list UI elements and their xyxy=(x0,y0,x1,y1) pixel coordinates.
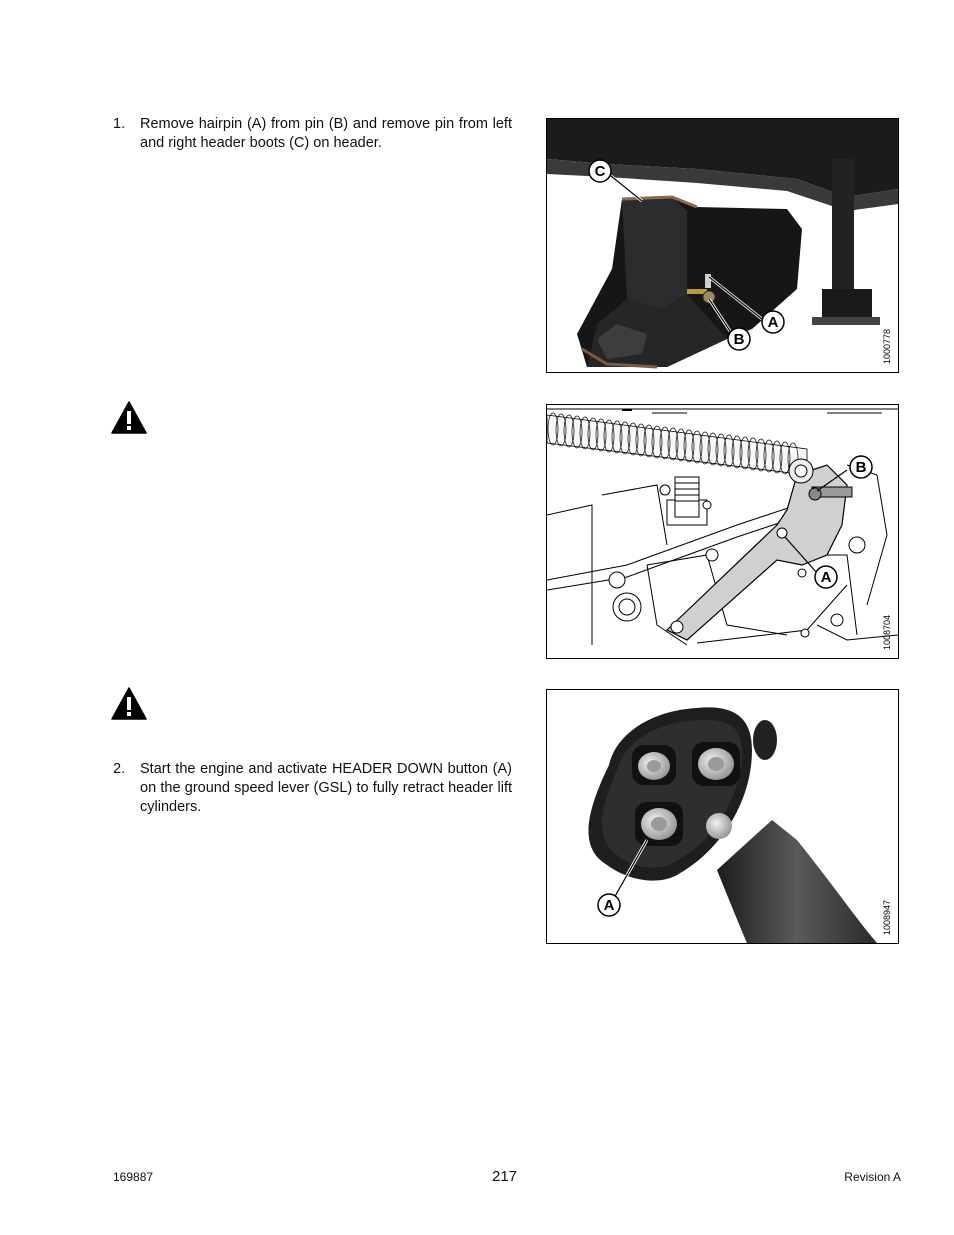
callout-a xyxy=(762,311,784,333)
warning-triangle-icon xyxy=(111,687,147,720)
step-1-text: Remove hairpin (A) from pin (B) and remove pin from left and right header boots (C) on header. xyxy=(140,116,512,151)
callout-b xyxy=(728,328,750,350)
figure-1-number: 1000778 xyxy=(882,328,892,364)
svg-text:A: A xyxy=(820,569,832,586)
step-2 xyxy=(113,760,512,817)
figure-2-number: 1008704 xyxy=(882,614,892,650)
svg-text:A: A xyxy=(767,314,779,331)
svg-text:A: A xyxy=(603,897,615,914)
figure-lift-linkage xyxy=(546,404,899,659)
step-2-text: Start the engine and activate HEADER DOWN button (A) on the ground speed lever (GSL) to fully retract header lift cylinders. xyxy=(140,761,512,815)
step-1-number: 1. xyxy=(113,116,126,132)
footer-doc-number: 169887 xyxy=(113,1170,154,1184)
figure-header-boot xyxy=(546,118,899,373)
step-2-number: 2. xyxy=(113,761,126,777)
callout-a xyxy=(598,894,620,916)
warning-triangle-icon xyxy=(111,401,147,434)
footer-revision: Revision A xyxy=(844,1170,901,1184)
callout-c xyxy=(589,160,611,182)
callout-b xyxy=(850,456,872,478)
figure-3-number: 1008947 xyxy=(882,899,892,935)
footer-page-number: 217 xyxy=(492,1168,518,1185)
step-1 xyxy=(113,115,512,153)
svg-text:C: C xyxy=(594,163,606,180)
callout-a xyxy=(815,566,837,588)
svg-text:B: B xyxy=(855,459,867,476)
svg-text:B: B xyxy=(733,331,745,348)
figure-gsl-handle xyxy=(546,689,899,944)
